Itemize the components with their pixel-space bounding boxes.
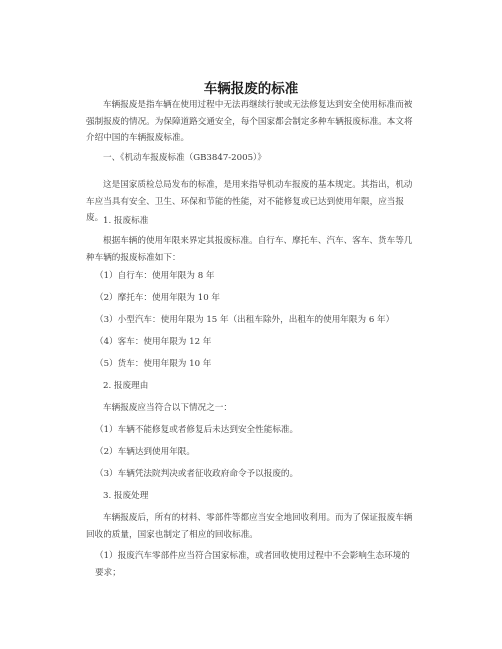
list-item: （2）摩托车：使用年限为 10 年 (95, 293, 220, 303)
subsection-1-paragraph: 根据车辆的使用年限来界定其报废标准。自行车、摩托车、汽车、客车、货车等几种车辆的报废标准如下： (86, 236, 413, 263)
subsection-3-heading: 3. 报废处理 (103, 491, 149, 501)
subsection-2-paragraph: 车辆报废应当符合以下情况之一： (103, 403, 232, 413)
subsection-1-heading: 1. 报废标准 (103, 216, 149, 226)
list-item: （1）报废汽车零部件应当符合国家标准，或者回收使用过程中不会影响生态环境的要求； (95, 551, 410, 578)
list-item: （4）客车：使用年限为 12 年 (95, 337, 212, 347)
list-item: （2）车辆达到使用年限。 (95, 447, 195, 457)
list-item: （5）货车：使用年限为 10 年 (95, 359, 212, 369)
section-1-heading: 一、《机动车报废标准（GB3847-2005）》 (103, 153, 266, 163)
subsection-3-paragraph: 车辆报废后，所有的材料、零部件等都应当安全地回收利用。而为了保证报废车辆回收的质量，国家也制定了相应的回收标准。 (86, 513, 413, 540)
intro-paragraph: 车辆报废是指车辆在使用过程中无法再继续行驶或无法修复达到安全使用标准而被强制报废的情况。为保障道路交通安全，每个国家都会制定多种车辆报废标准。本文将介绍中国的车辆报废标准。 (86, 100, 413, 144)
list-item: （3）小型汽车：使用年限为 15 年（出租车除外，出租车的使用年限为 6 年） (95, 315, 395, 325)
list-item: （1）自行车：使用年限为 8 年 (95, 271, 215, 281)
list-item: （1）车辆不能修复或者修复后未达到安全性能标准。 (95, 425, 299, 435)
section-1-paragraph: 这是国家质检总局发布的标准，是用来指导机动车报废的基本规定。其指出，机动车应当具有安全、卫生、环保和节能的性能，对不能修复或已达到使用年限，应当报废。 (86, 180, 413, 224)
subsection-2-heading: 2. 报废理由 (103, 381, 149, 391)
list-item: （3）车辆凭法院判决或者征收政府命令予以报废的。 (95, 469, 299, 479)
page-title: 车辆报废的标准 (203, 81, 299, 97)
